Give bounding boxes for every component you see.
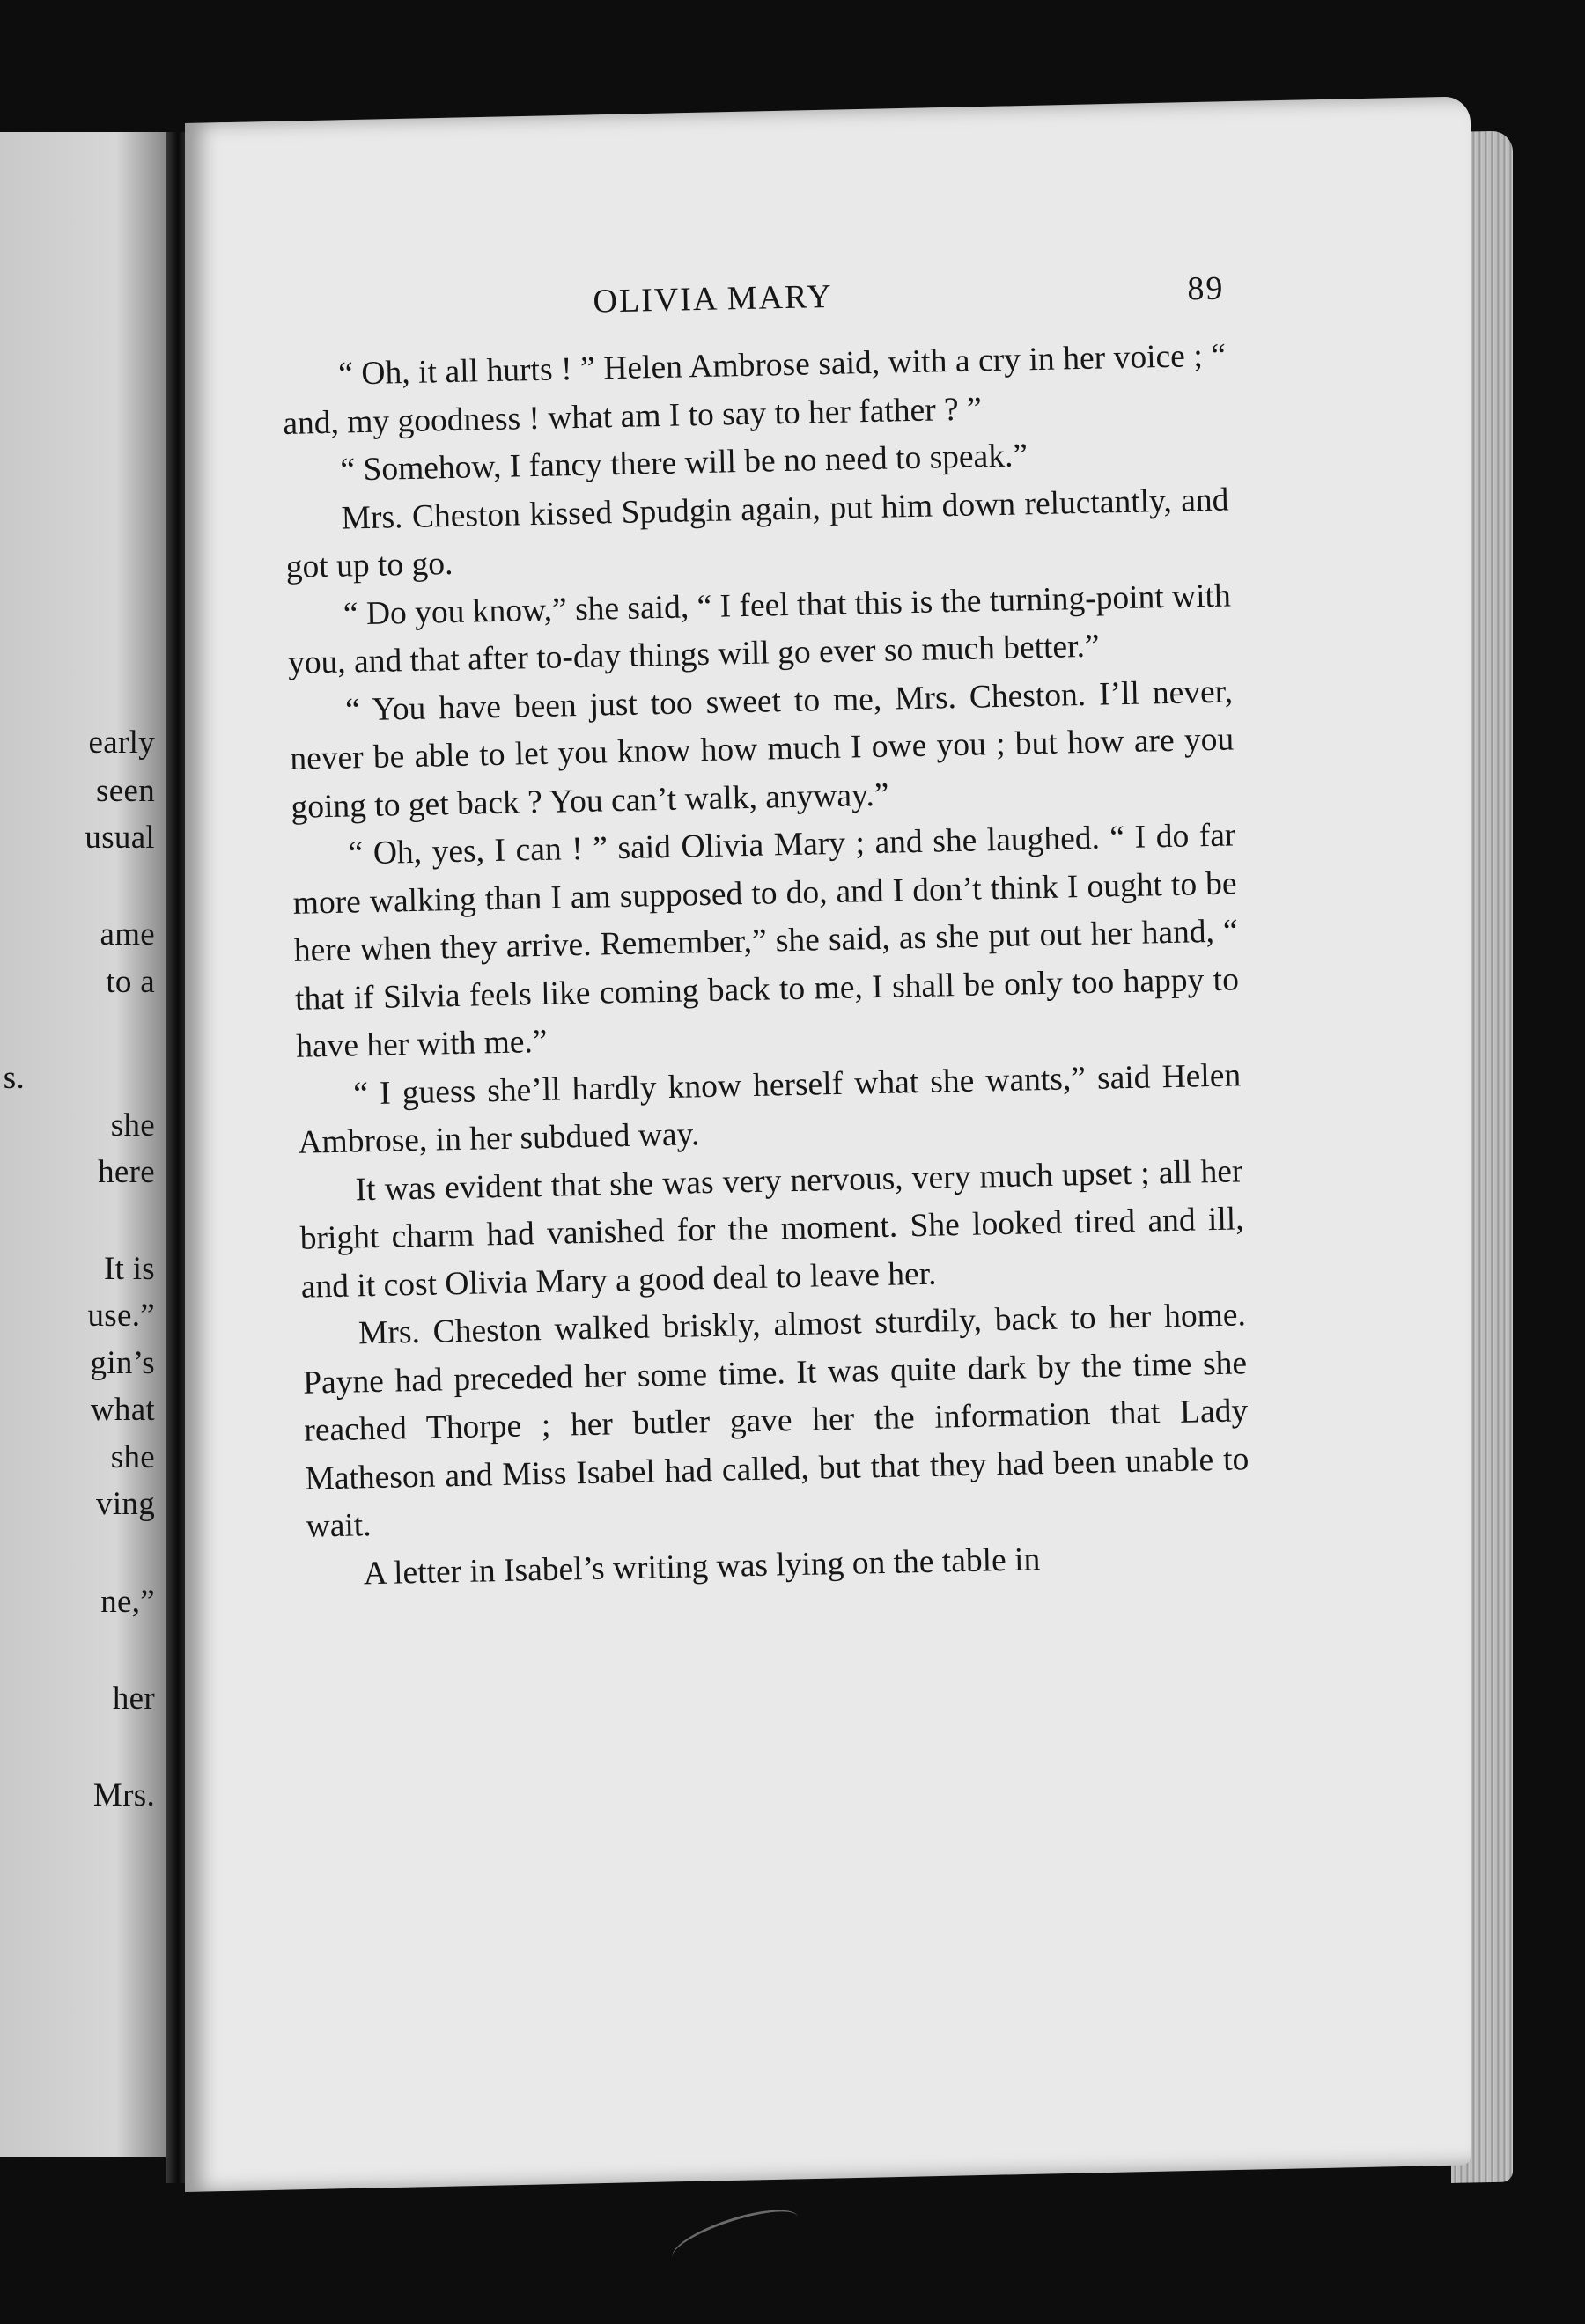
left-page-fragment: Mrs. <box>92 1777 155 1813</box>
paragraph: Mrs. Cheston walked briskly, almost sturdily, back to her home. Payne had preceded her some time. It was quite dark by the time she reached Thorpe ; her butler gave her the information that Lady Matheson and Miss Isabel had called, but that they had been unable to wait. <box>302 1297 1250 1545</box>
left-page-fragment: ne,” <box>100 1584 155 1620</box>
left-page-fragment: s. <box>3 1060 25 1096</box>
left-page-fragment: her <box>112 1680 155 1717</box>
paragraph: “ I guess she’ll hardly know herself what she wants,” said Helen Ambrose, in her subdued way. <box>298 1056 1242 1161</box>
page-number: 89 <box>1186 269 1225 308</box>
paragraph: A letter in Isabel’s writing was lying on the table in <box>363 1541 1041 1592</box>
left-page-fragment: ving <box>96 1486 155 1522</box>
left-page-fragment: to a <box>106 964 155 1000</box>
left-page-fragment: use.” <box>87 1298 155 1334</box>
paragraph: “ Oh, it all hurts ! ” Helen Ambrose said, with a cry in her voice ; “ and, my goodness ! what am I to say to her father ? ” <box>282 337 1227 442</box>
paragraph: “ Do you know,” she said, “ I feel that this is the turning-point with you, and that after to-day things will go ever so much better.” <box>287 577 1232 681</box>
pencil-mark <box>667 2199 804 2276</box>
paragraph: “ Somehow, I fancy there will be no need to speak.” <box>340 438 1028 489</box>
left-page-fragment: what <box>90 1392 155 1428</box>
left-page-fragment: she <box>110 1107 155 1144</box>
left-page-fragment: she <box>110 1439 155 1475</box>
left-page-fragment: here <box>98 1154 155 1190</box>
page-content <box>280 262 1251 1600</box>
left-page-fragment: gin’s <box>90 1345 155 1381</box>
left-page-fragment: seen <box>96 773 155 809</box>
paragraph: “ Oh, yes, I can ! ” said Olivia Mary ; and she laughed. “ I do far more walking than I am supposed to do, and I don’t think I ought to be here when they arrive. Remember,” she said, as she put out her hand, “ that if Silvia feels like coming back to me, I shall be only too happy to have her with me.” <box>292 817 1240 1065</box>
paragraph: Mrs. Cheston kissed Spudgin again, put him down reluctantly, and got up to go. <box>285 481 1229 585</box>
left-page-fragment: early <box>88 724 155 761</box>
left-page-fragment: ame <box>100 916 155 952</box>
running-head: OLIVIA MARY <box>593 277 834 320</box>
paragraph: “ You have been just too sweet to me, Mrs. Cheston. I’ll never, never be able to let you know how much I owe you ; but how are you going to get back ? You can’t walk, anyway.” <box>289 673 1235 826</box>
left-page <box>0 132 166 2157</box>
paragraph: It was evident that she was very nervous, very much upset ; all her bright charm had vanished for the moment. She looked tired and ill, and it cost Olivia Mary a good deal to leave her. <box>299 1152 1244 1305</box>
left-page-fragment: It is <box>103 1251 155 1287</box>
left-page-fragment: usual <box>85 820 155 856</box>
